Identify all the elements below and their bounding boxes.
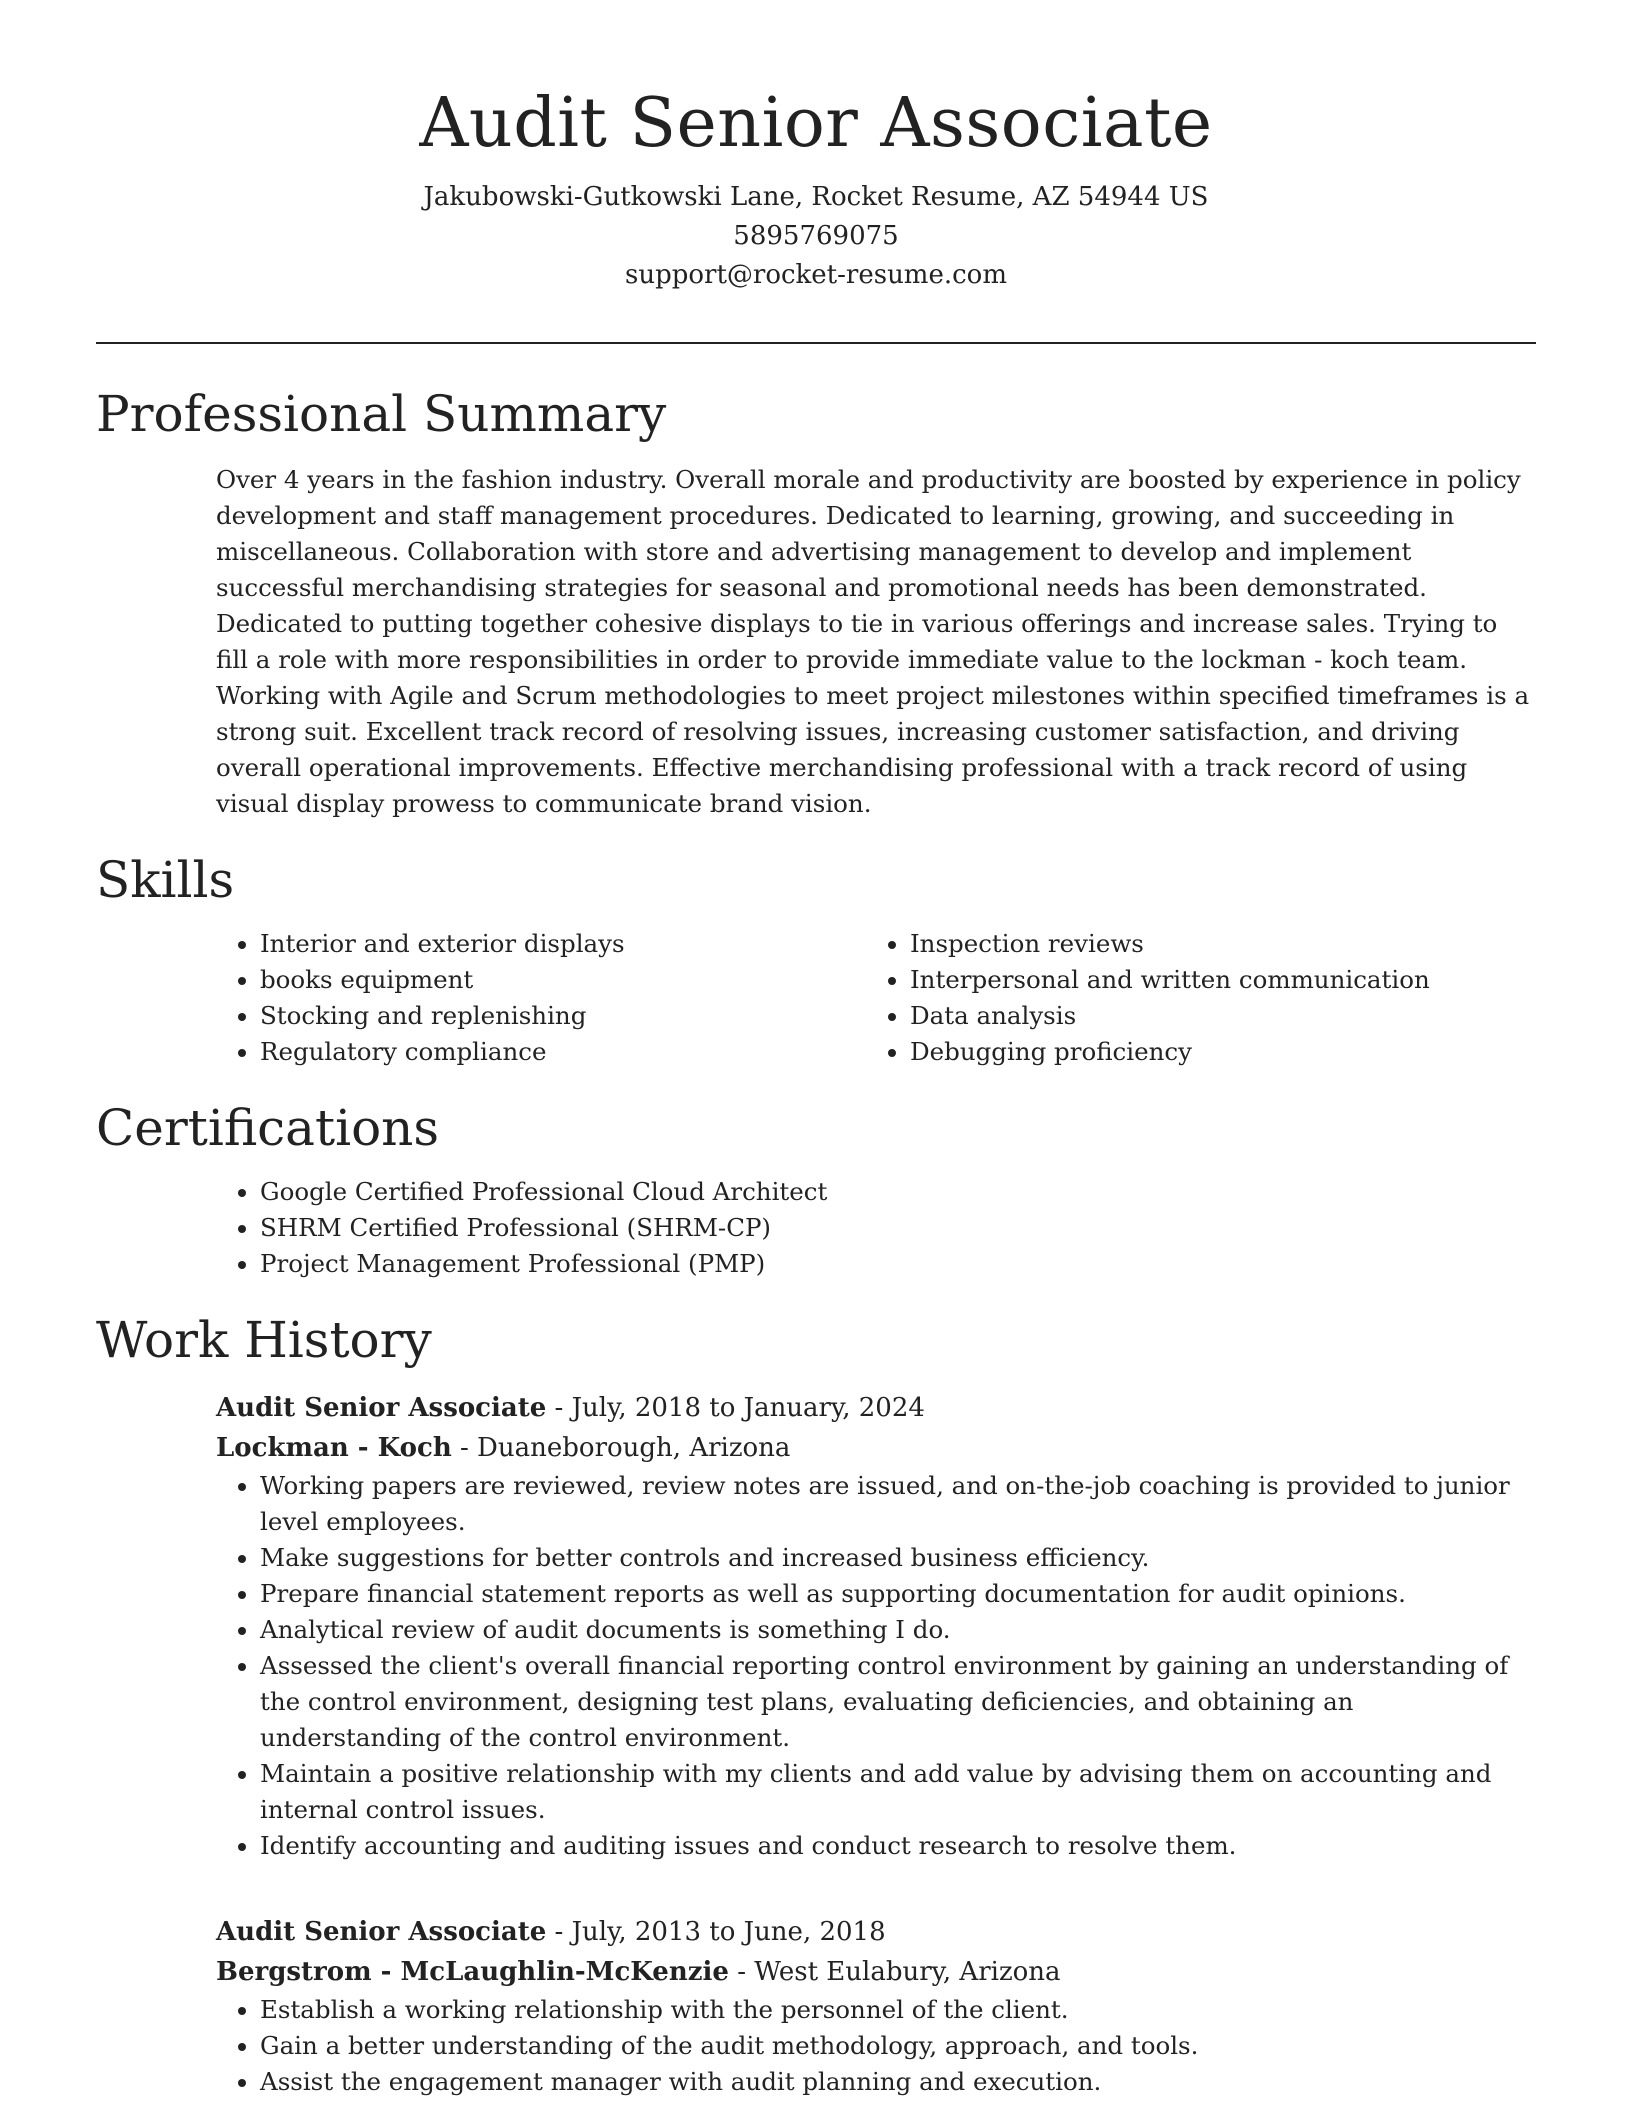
skill-item: • Regulatory compliance bbox=[260, 1034, 866, 1070]
certification-item: • SHRM Certified Professional (SHRM-CP) bbox=[260, 1210, 1536, 1246]
candidate-name: Audit Senior Associate bbox=[419, 84, 1213, 163]
skill-item: • Interpersonal and written communication bbox=[910, 962, 1516, 998]
job-role: Audit Senior Associate bbox=[216, 1393, 547, 1423]
skill-item: • Interior and exterior displays bbox=[260, 926, 866, 962]
phone: 5895769075 bbox=[733, 221, 899, 251]
summary-heading: Professional Summary bbox=[96, 385, 667, 443]
job-entry bbox=[216, 1388, 1536, 1864]
skill-item: • Inspection reviews bbox=[910, 926, 1516, 962]
header-divider bbox=[96, 342, 1536, 344]
resume-header bbox=[96, 80, 1536, 295]
job-bullet: • Gain a better understanding of the audit methodology, approach, and tools. bbox=[260, 2028, 1536, 2064]
skills-list bbox=[216, 926, 1536, 1070]
skill-item: • Debugging proficiency bbox=[910, 1034, 1516, 1070]
summary-text: Over 4 years in the fashion industry. Overall morale and productivity are boosted by experience in policy development and staff management procedures. Dedicated to learning, growing, and succeeding in miscellaneous. Collaboration with store and advertising management to develop and implement successful merchandising strategies for seasonal and promotional needs has been demonstrated. Dedicated to putting together cohesive displays to tie in various offerings and increase sales. Trying to fill a role with more responsibilities in order to provide immediate value to the lockman - koch team. Working with Agile and Scrum methodologies to meet project milestones within specified timeframes is a strong suit. Excellent track record of resolving issues, increasing customer satisfaction, and driving overall operational improvements. Effective merchandising professional with a track record of using visual display prowess to communicate brand vision. bbox=[216, 465, 1530, 818]
job-company: Bergstrom - McLaughlin-McKenzie bbox=[216, 1957, 729, 1987]
job-bullet: • Identify accounting and auditing issues and conduct research to resolve them. bbox=[260, 1828, 1536, 1864]
certifications-heading: Certifications bbox=[96, 1099, 440, 1157]
job-dates: - July, 2013 to June, 2018 bbox=[546, 1917, 886, 1947]
job-bullet: • Maintain a positive relationship with my clients and add value by advising them on accounting and internal control issues. bbox=[260, 1756, 1536, 1828]
work-history-heading: Work History bbox=[96, 1311, 432, 1369]
skills-column-right bbox=[866, 926, 1516, 1070]
job-role: Audit Senior Associate bbox=[216, 1917, 547, 1947]
address: Jakubowski-Gutkowski Lane, Rocket Resume, AZ 54944 US bbox=[423, 182, 1209, 212]
job-dates: - July, 2018 to January, 2024 bbox=[546, 1393, 925, 1423]
job-bullets bbox=[216, 1992, 1536, 2100]
job-bullets bbox=[216, 1468, 1536, 1864]
job-title-line bbox=[216, 1912, 1536, 1952]
job-location: - West Eulabury, Arizona bbox=[728, 1957, 1061, 1987]
skill-item: • Stocking and replenishing bbox=[260, 998, 866, 1034]
certification-item: • Project Management Professional (PMP) bbox=[260, 1246, 1536, 1282]
job-bullet: • Working papers are reviewed, review notes are issued, and on-the-job coaching is provided to junior level employees. bbox=[260, 1468, 1536, 1540]
skill-item: • Data analysis bbox=[910, 998, 1516, 1034]
job-bullet: • Prepare financial statement reports as well as supporting documentation for audit opinions. bbox=[260, 1576, 1536, 1612]
job-bullet: • Analytical review of audit documents is something I do. bbox=[260, 1612, 1536, 1648]
job-company-line bbox=[216, 1428, 1536, 1468]
job-company: Lockman - Koch bbox=[216, 1433, 452, 1463]
job-title-line bbox=[216, 1388, 1536, 1428]
job-company-line bbox=[216, 1952, 1536, 1992]
skills-column-left bbox=[216, 926, 866, 1070]
skill-item: • books equipment bbox=[260, 962, 866, 998]
certifications-list bbox=[216, 1174, 1536, 1282]
job-bullet: • Make suggestions for better controls and increased business efficiency. bbox=[260, 1540, 1536, 1576]
job-bullet: • Establish a working relationship with the personnel of the client. bbox=[260, 1992, 1536, 2028]
email: support@rocket-resume.com bbox=[624, 260, 1007, 290]
job-location: - Duaneborough, Arizona bbox=[451, 1433, 791, 1463]
job-entry bbox=[216, 1912, 1536, 2100]
skills-heading: Skills bbox=[96, 851, 235, 909]
certification-item: • Google Certified Professional Cloud Architect bbox=[260, 1174, 1536, 1210]
job-bullet: • Assessed the client's overall financial reporting control environment by gaining an understanding of the control environment, designing test plans, evaluating deficiencies, and obtaining an understanding of the control environment. bbox=[260, 1648, 1536, 1756]
job-bullet: • Assist the engagement manager with audit planning and execution. bbox=[260, 2064, 1536, 2100]
